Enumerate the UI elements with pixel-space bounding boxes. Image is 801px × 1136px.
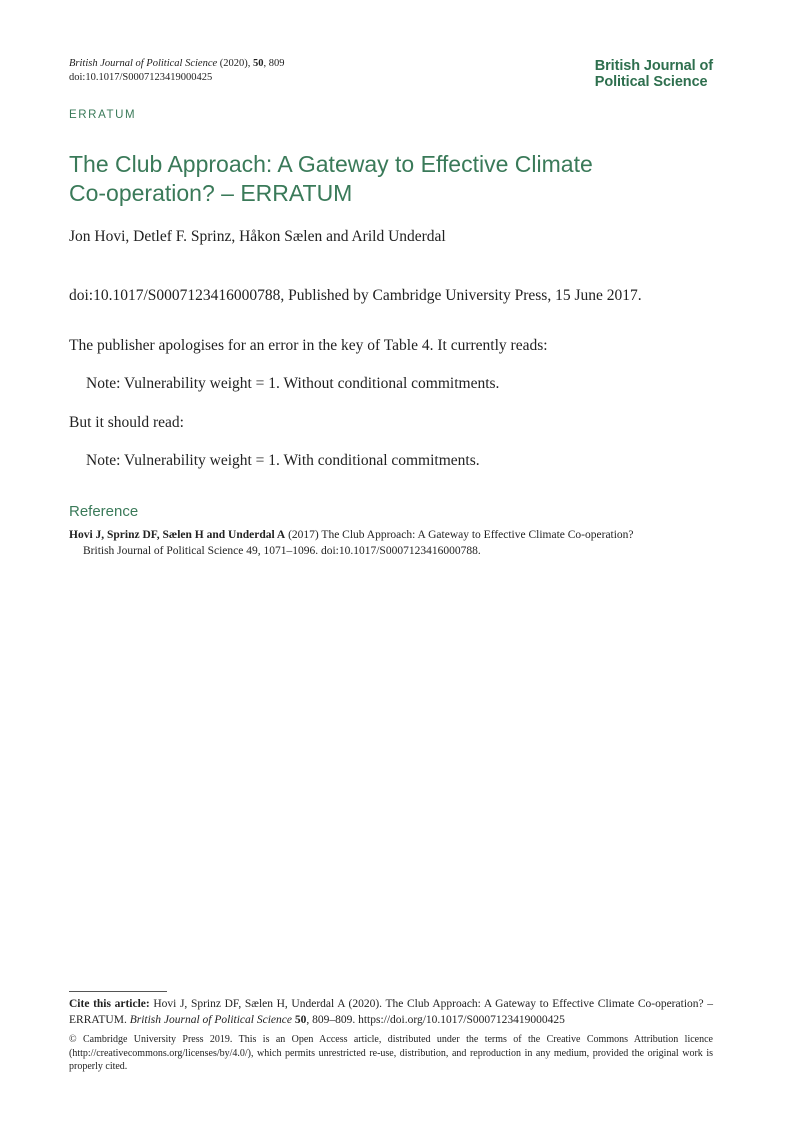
cite-journal: British Journal of Political Science [129,1014,292,1026]
reference-entry [69,527,713,559]
cite-label: Cite this article: [69,998,150,1010]
journal-page: , 809 [263,58,285,69]
copyright-notice: © Cambridge University Press 2019. This is an Open Access article, distributed under the terms of the Creative Commons Attribution licence (http://creativecommons.org/licenses/by/4.0/), which permits unrestricted re-use, distribution, and reproduction in any medium, provided the original work is properly cited. [69,1034,713,1072]
journal-year: (2020), [217,58,254,69]
reference-heading: Reference [69,503,139,520]
journal-logo [595,58,713,90]
article-doi: doi:10.1017/S0007123419000425 [69,72,213,83]
cite-volume: 50 [294,1014,307,1026]
cite-this-article [69,996,713,1028]
cite-text: Hovi J, Sprinz DF, Sælen H, Underdal A (2020). The Club Approach: A Gateway to Effective Climate Co-operation? – ERRATUM. [69,998,713,1026]
reference-source: British Journal of Political Science 49, 1071–1096. doi:10.1017/S0007123416000788. [83,545,481,557]
reference-authors: Hovi J, Sprinz DF, Sælen H and Underdal A [69,529,286,541]
title-line-2: Co-operation? – ERRATUM [69,180,353,206]
page [69,0,713,1136]
logo-line-2: Political Science [594,74,708,90]
header [69,57,713,97]
journal-name: British Journal of Political Science [69,58,218,69]
body-paragraph-1: The publisher apologises for an error in the key of Table 4. It currently reads: [69,337,548,354]
body-note-current: Note: Vulnerability weight = 1. Without conditional commitments. [86,375,500,392]
authors: Jon Hovi, Detlef F. Sprinz, Håkon Sælen and Arild Underdal [69,228,446,245]
footnote-divider [69,991,167,992]
logo-line-1: British Journal of [594,58,713,74]
section-label: ERRATUM [69,109,137,121]
journal-volume: 50 [253,58,264,69]
cite-pages-doi: , 809–809. https://doi.org/10.1017/S0007123419000425 [306,1014,565,1026]
article-title [69,150,709,208]
reference-title: (2017) The Club Approach: A Gateway to Effective Climate Co-operation? [285,529,634,541]
title-line-1: The Club Approach: A Gateway to Effective Climate [69,151,593,177]
original-doi-line: doi:10.1017/S0007123416000788, Published by Cambridge University Press, 15 June 2017. [69,287,642,304]
body-note-correct: Note: Vulnerability weight = 1. With conditional commitments. [86,452,480,469]
body-paragraph-2: But it should read: [69,414,184,431]
